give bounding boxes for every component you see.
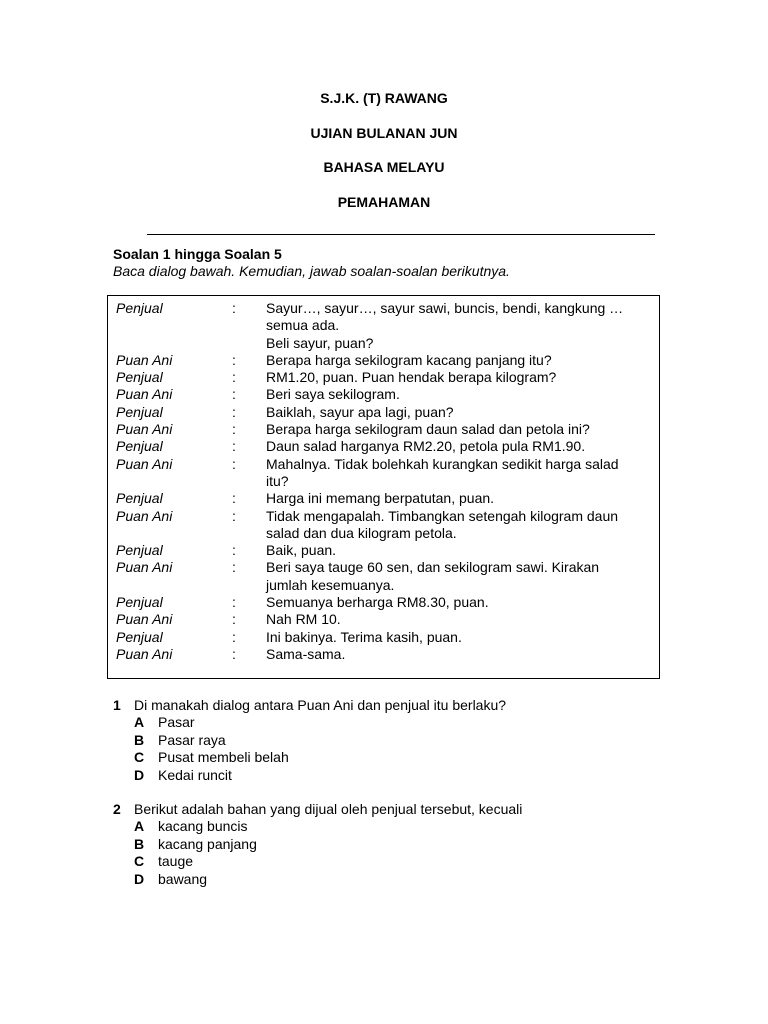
dialog-speaker: Penjual [116,542,163,559]
dialog-speaker: Penjual [116,628,163,645]
dialog-speech-line: Baik, puan. [266,542,337,559]
section-instruction: Baca dialog bawah. Kemudian, jawab soalan-soalan berikutnya. [113,263,510,279]
dialog-speaker: Puan Ani [116,386,173,403]
dialog-separator: : [232,300,236,316]
dialog-speech-line: Daun salad harganya RM2.20, petola pula RM1.90. [266,438,586,455]
option-text: Kedai runcit [158,766,232,783]
dialog-speech [266,559,651,594]
dialog-speaker: Penjual [116,403,163,420]
dialog-speech-line: Beli sayur, puan? [266,334,374,351]
dialog-speech [266,404,651,421]
dialog-speech-line: Sayur…, sayur…, sayur sawi, buncis, bendi, kangkung … [266,300,624,316]
dialog-speech [266,369,651,386]
option-letter: D [134,870,145,887]
dialog-separator: : [232,438,236,455]
option-text: kacang panjang [158,835,257,852]
answer-option [113,749,506,766]
dialog-speech-line: Sama-sama. [266,645,346,662]
dialog-separator: : [232,403,236,420]
dialog-speech-line: Berapa harga sekilogram daun salad dan petola ini? [266,421,590,438]
dialog-speaker: Puan Ani [116,611,173,628]
dialog-separator: : [232,386,236,403]
dialog-row [116,300,651,352]
dialog-separator: : [232,351,236,368]
answer-option [113,732,506,749]
dialog-separator: : [232,645,236,662]
dialog-speech-line: Ini bakinya. Terima kasih, puan. [266,628,462,645]
dialog-speech-line: Beri saya sekilogram. [266,386,400,403]
dialog-row [116,404,651,421]
dialog-speaker: Penjual [116,594,163,611]
dialog-row [116,386,651,403]
dialog-speaker: Puan Ani [116,507,173,524]
answer-option [113,714,506,731]
question-1 [113,697,506,784]
dialog-speech [266,490,651,507]
dialog-separator: : [232,611,236,628]
dialog-speech-line: Harga ini memang berpatutan, puan. [266,490,495,507]
answer-option [113,836,522,853]
option-letter: B [134,835,145,852]
dialog-row [116,559,651,594]
exam-title: UJIAN BULANAN JUN [310,124,458,141]
dialog-speaker: Puan Ani [116,559,173,576]
answer-option [113,767,506,784]
dialog-separator: : [232,594,236,611]
dialog-speech [266,629,651,646]
dialog-speech [266,386,651,403]
dialog-speech [266,352,651,369]
dialog-speech [266,508,651,543]
answer-option [113,853,522,870]
dialog-speech-line: RM1.20, puan. Puan hendak berapa kilogram? [266,369,557,386]
dialog-separator: : [232,369,236,386]
answer-option [113,871,522,888]
dialog-separator: : [232,628,236,645]
dialog-separator: : [232,421,236,438]
option-text: Pasar raya [158,731,226,748]
dialog-row [116,594,651,611]
option-letter: B [134,731,145,748]
dialog-separator: : [232,490,236,507]
dialog-speech-line: itu? [266,472,289,489]
dialog-speech-line: Baiklah, sayur apa lagi, puan? [266,403,454,420]
option-text: kacang buncis [158,818,248,835]
option-letter: A [134,714,145,731]
dialog-speaker: Puan Ani [116,421,173,438]
dialog-speaker: Penjual [116,369,163,386]
question-stem [113,801,522,818]
subject-title: BAHASA MELAYU [323,159,445,175]
dialog-speech-line: Semuanya berharga RM8.30, puan. [266,594,489,611]
dialog-speech [266,438,651,455]
dialog-speech [266,421,651,438]
option-text: Pusat membeli belah [158,749,289,766]
dialog-row [116,456,651,491]
answer-option [113,818,522,835]
school-name: S.J.K. (T) RAWANG [320,90,448,106]
question-text: Di manakah dialog antara Puan Ani dan penjual itu berlaku? [134,697,507,713]
dialog-speech [266,611,651,628]
dialog-row [116,542,651,559]
dialog-box [107,295,660,679]
dialog-row [116,352,651,369]
dialog-row [116,611,651,628]
dialog-speaker: Penjual [116,438,163,455]
question-stem [113,697,506,714]
dialog-speech [266,542,651,559]
dialog-speech-line: jumlah kesemuanya. [266,576,395,593]
question-number: 2 [113,801,121,817]
exam-header [0,88,768,226]
option-text: bawang [158,870,208,887]
option-letter: C [134,853,145,870]
option-text: tauge [158,853,194,870]
dialog-speech [266,646,651,663]
dialog-list [116,300,651,663]
dialog-speaker: Puan Ani [116,455,173,472]
dialog-speech-line: Mahalnya. Tidak bolehkah kurangkan sedikit harga salad [266,455,619,472]
dialog-row [116,438,651,455]
section-title: Soalan 1 hingga Soalan 5 [113,246,282,262]
dialog-separator: : [232,542,236,559]
dialog-speaker: Puan Ani [116,351,173,368]
dialog-row [116,369,651,386]
dialog-row [116,646,651,663]
dialog-speech [266,594,651,611]
option-text: Pasar [158,714,195,731]
dialog-speech-line: semua ada. [266,317,340,334]
dialog-speech-line: Berapa harga sekilogram kacang panjang itu? [266,351,552,368]
dialog-row [116,490,651,507]
dialog-speech [266,456,651,491]
header-divider [147,234,655,235]
dialog-separator: : [232,455,236,472]
question-number: 1 [113,697,121,713]
option-letter: C [134,749,145,766]
dialog-speaker: Penjual [116,490,163,507]
question-text: Berikut adalah bahan yang dijual oleh penjual tersebut, kecuali [134,801,523,817]
dialog-speaker: Puan Ani [116,645,173,662]
dialog-speech-line: Nah RM 10. [266,611,341,628]
dialog-row [116,508,651,543]
dialog-separator: : [232,507,236,524]
question-2 [113,801,522,888]
paper-title: PEMAHAMAN [337,193,431,210]
dialog-speech-line: Tidak mengapalah. Timbangkan setengah kilogram daun [266,507,619,524]
dialog-speech-line: Beri saya tauge 60 sen, dan sekilogram sawi. Kirakan [266,559,600,576]
dialog-row [116,421,651,438]
dialog-separator: : [232,559,236,576]
dialog-speech [266,300,651,352]
dialog-row [116,629,651,646]
dialog-speech-line: salad dan dua kilogram petola. [266,524,457,541]
dialog-speaker: Penjual [116,300,163,316]
option-letter: D [134,766,145,783]
option-letter: A [134,818,145,835]
